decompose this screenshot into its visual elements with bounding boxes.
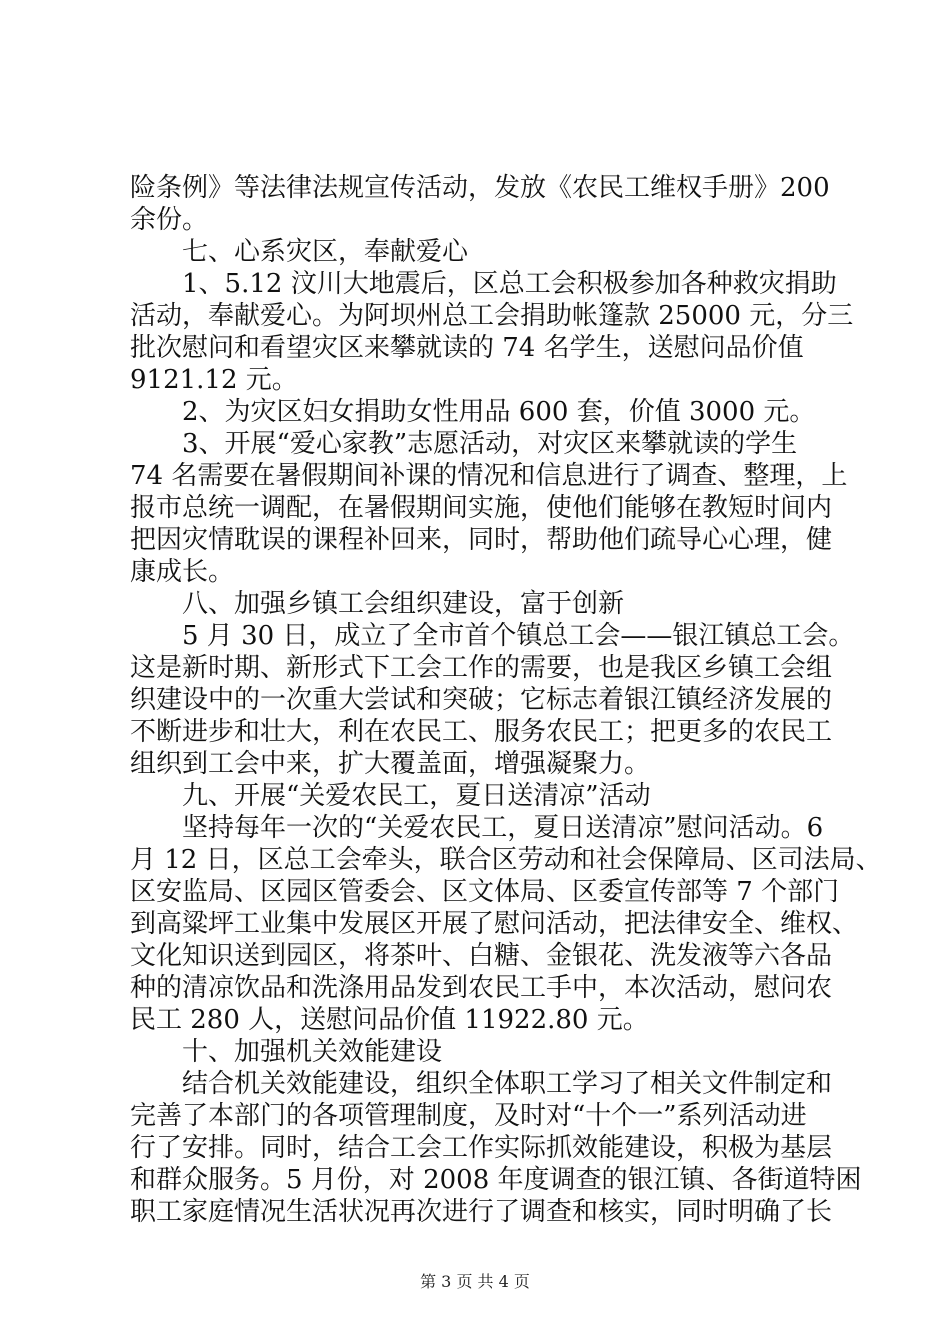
text-line: 5 月 30 日，成立了全市首个镇总工会——银江镇总工会。 bbox=[182, 621, 855, 651]
document-body bbox=[130, 172, 882, 1228]
text-line: 报市总统一调配，在暑假期间实施，使他们能够在教短时间内 bbox=[130, 493, 833, 523]
text-line: 到高粱坪工业集中发展区开展了慰问活动，把法律安全、维权、 bbox=[130, 909, 859, 939]
page-footer bbox=[0, 1272, 950, 1292]
text-line: 74 名需要在暑假期间补课的情况和信息进行了调查、整理，上 bbox=[130, 461, 848, 491]
text-line: 文化知识送到园区，将茶叶、白糖、金银花、洗发液等六各品 bbox=[130, 941, 833, 971]
page-number-label: 第 3 页 共 4 页 bbox=[420, 1272, 530, 1291]
text-line: 完善了本部门的各项管理制度，及时对“十个一”系列活动进 bbox=[130, 1101, 807, 1131]
text-line: 民工 280 人，送慰问品价值 11922.80 元。 bbox=[130, 1005, 649, 1035]
text-line: 这是新时期、新形式下工会工作的需要，也是我区乡镇工会组 bbox=[130, 653, 833, 683]
text-line: 康成长。 bbox=[130, 557, 235, 587]
text-line: 和群众服务。5 月份，对 2008 年度调查的银江镇、各街道特困 bbox=[130, 1165, 862, 1195]
text-line: 九、开展“关爱农民工，夏日送清凉”活动 bbox=[182, 781, 651, 811]
text-line: 月 12 日，区总工会牵头，联合区劳动和社会保障局、区司法局、 bbox=[130, 845, 882, 875]
text-line: 把因灾情耽误的课程补回来，同时，帮助他们疏导心心理，健 bbox=[130, 525, 833, 555]
text-line: 种的清凉饮品和洗涤用品发到农民工手中，本次活动，慰问农 bbox=[130, 973, 833, 1003]
text-line: 2、为灾区妇女捐助女性用品 600 套，价值 3000 元。 bbox=[182, 397, 816, 427]
text-line: 活动，奉献爱心。为阿坝州总工会捐助帐篷款 25000 元，分三 bbox=[130, 301, 854, 331]
text-line: 七、心系灾区，奉献爱心 bbox=[182, 237, 469, 267]
text-line: 区安监局、区园区管委会、区文体局、区委宣传部等 7 个部门 bbox=[130, 877, 840, 907]
text-line: 八、加强乡镇工会组织建设，富于创新 bbox=[182, 589, 625, 619]
text-line: 3、开展“爱心家教”志愿活动，对灾区来攀就读的学生 bbox=[182, 429, 798, 459]
text-line: 行了安排。同时，结合工会工作实际抓效能建设，积极为基层 bbox=[130, 1133, 833, 1163]
text-line: 十、加强机关效能建设 bbox=[182, 1037, 443, 1067]
text-line: 织建设中的一次重大尝试和突破；它标志着银江镇经济发展的 bbox=[130, 685, 833, 715]
text-line: 余份。 bbox=[130, 205, 209, 235]
text-line: 1、5.12 汶川大地震后，区总工会积极参加各种救灾捐助 bbox=[182, 269, 837, 299]
text-line: 组织到工会中来，扩大覆盖面，增强凝聚力。 bbox=[130, 749, 651, 779]
text-line: 9121.12 元。 bbox=[130, 365, 298, 395]
text-line: 坚持每年一次的“关爱农民工，夏日送清凉”慰问活动。6 bbox=[182, 813, 824, 843]
text-line: 职工家庭情况生活状况再次进行了调查和核实，同时明确了长 bbox=[130, 1197, 833, 1227]
text-line: 险条例》等法律法规宣传活动，发放《农民工维权手册》200 bbox=[130, 173, 830, 203]
text-line: 不断进步和壮大，利在农民工、服务农民工；把更多的农民工 bbox=[130, 717, 833, 747]
text-line: 批次慰问和看望灾区来攀就读的 74 名学生，送慰问品价值 bbox=[130, 333, 804, 363]
text-line: 结合机关效能建设，组织全体职工学习了相关文件制定和 bbox=[182, 1069, 833, 1099]
